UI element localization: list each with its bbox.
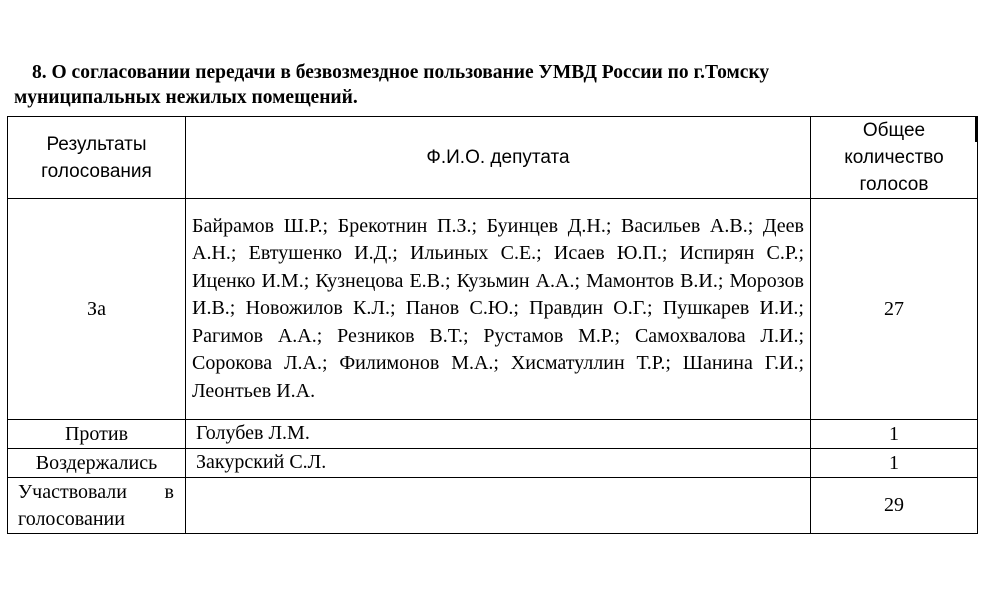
table-row-participated [8,478,978,534]
header-results: Результаты голосования [8,117,186,199]
result-participated-line-2: голосовании [18,507,125,530]
header-total-votes: Общее количество голосов [811,117,978,199]
deputies-abstained: Закурский С.Л. [186,449,811,478]
result-participated-line-1: Участвовали в [18,480,174,503]
section-heading-line-1: 8. О согласовании передачи в безвозмездное пользование УМВД России по г.Томску [32,62,770,83]
count-participated: 29 [811,478,978,534]
deputies-against: Голубев Л.М. [186,420,811,449]
table-row-for [8,199,978,420]
table-row-against [8,420,978,449]
table-header-row [8,117,978,199]
result-for: За [8,199,186,420]
count-against: 1 [811,420,978,449]
count-abstained: 1 [811,449,978,478]
result-participated [8,478,186,534]
deputies-for: Байрамов Ш.Р.; Брекотнин П.З.; Буинцев Д.Н.; Васильев А.В.; Деев А.Н.; Евтушенко И.Д.; Ильиных С.Е.; Исаев Ю.П.; Испирян С.Р.; Иценко И.М.; Кузнецова Е.В.; Кузьмин А.А.; Мамонтов В.И.; Морозов И.В.; Новожилов К.Л.; Панов С.Ю.; Правдин О.Г.; Пушкарев И.И.; Рагимов А.А.; Резников В.Т.; Рустамов М.Р.; Самохвалова Л.И.; Сорокова Л.А.; Филимонов М.А.; Хисматуллин Т.Р.; Шанина Г.И.; Леонтьев И.А. [186,199,811,420]
count-for: 27 [811,199,978,420]
section-heading [14,60,989,110]
header-deputy-name: Ф.И.О. депутата [186,117,811,199]
result-abstained: Воздержались [8,449,186,478]
table-row-abstained [8,449,978,478]
result-against: Против [8,420,186,449]
deputies-participated [186,478,811,534]
voting-results-table [7,116,978,534]
section-heading-line-2: муниципальных нежилых помещений. [14,87,358,108]
